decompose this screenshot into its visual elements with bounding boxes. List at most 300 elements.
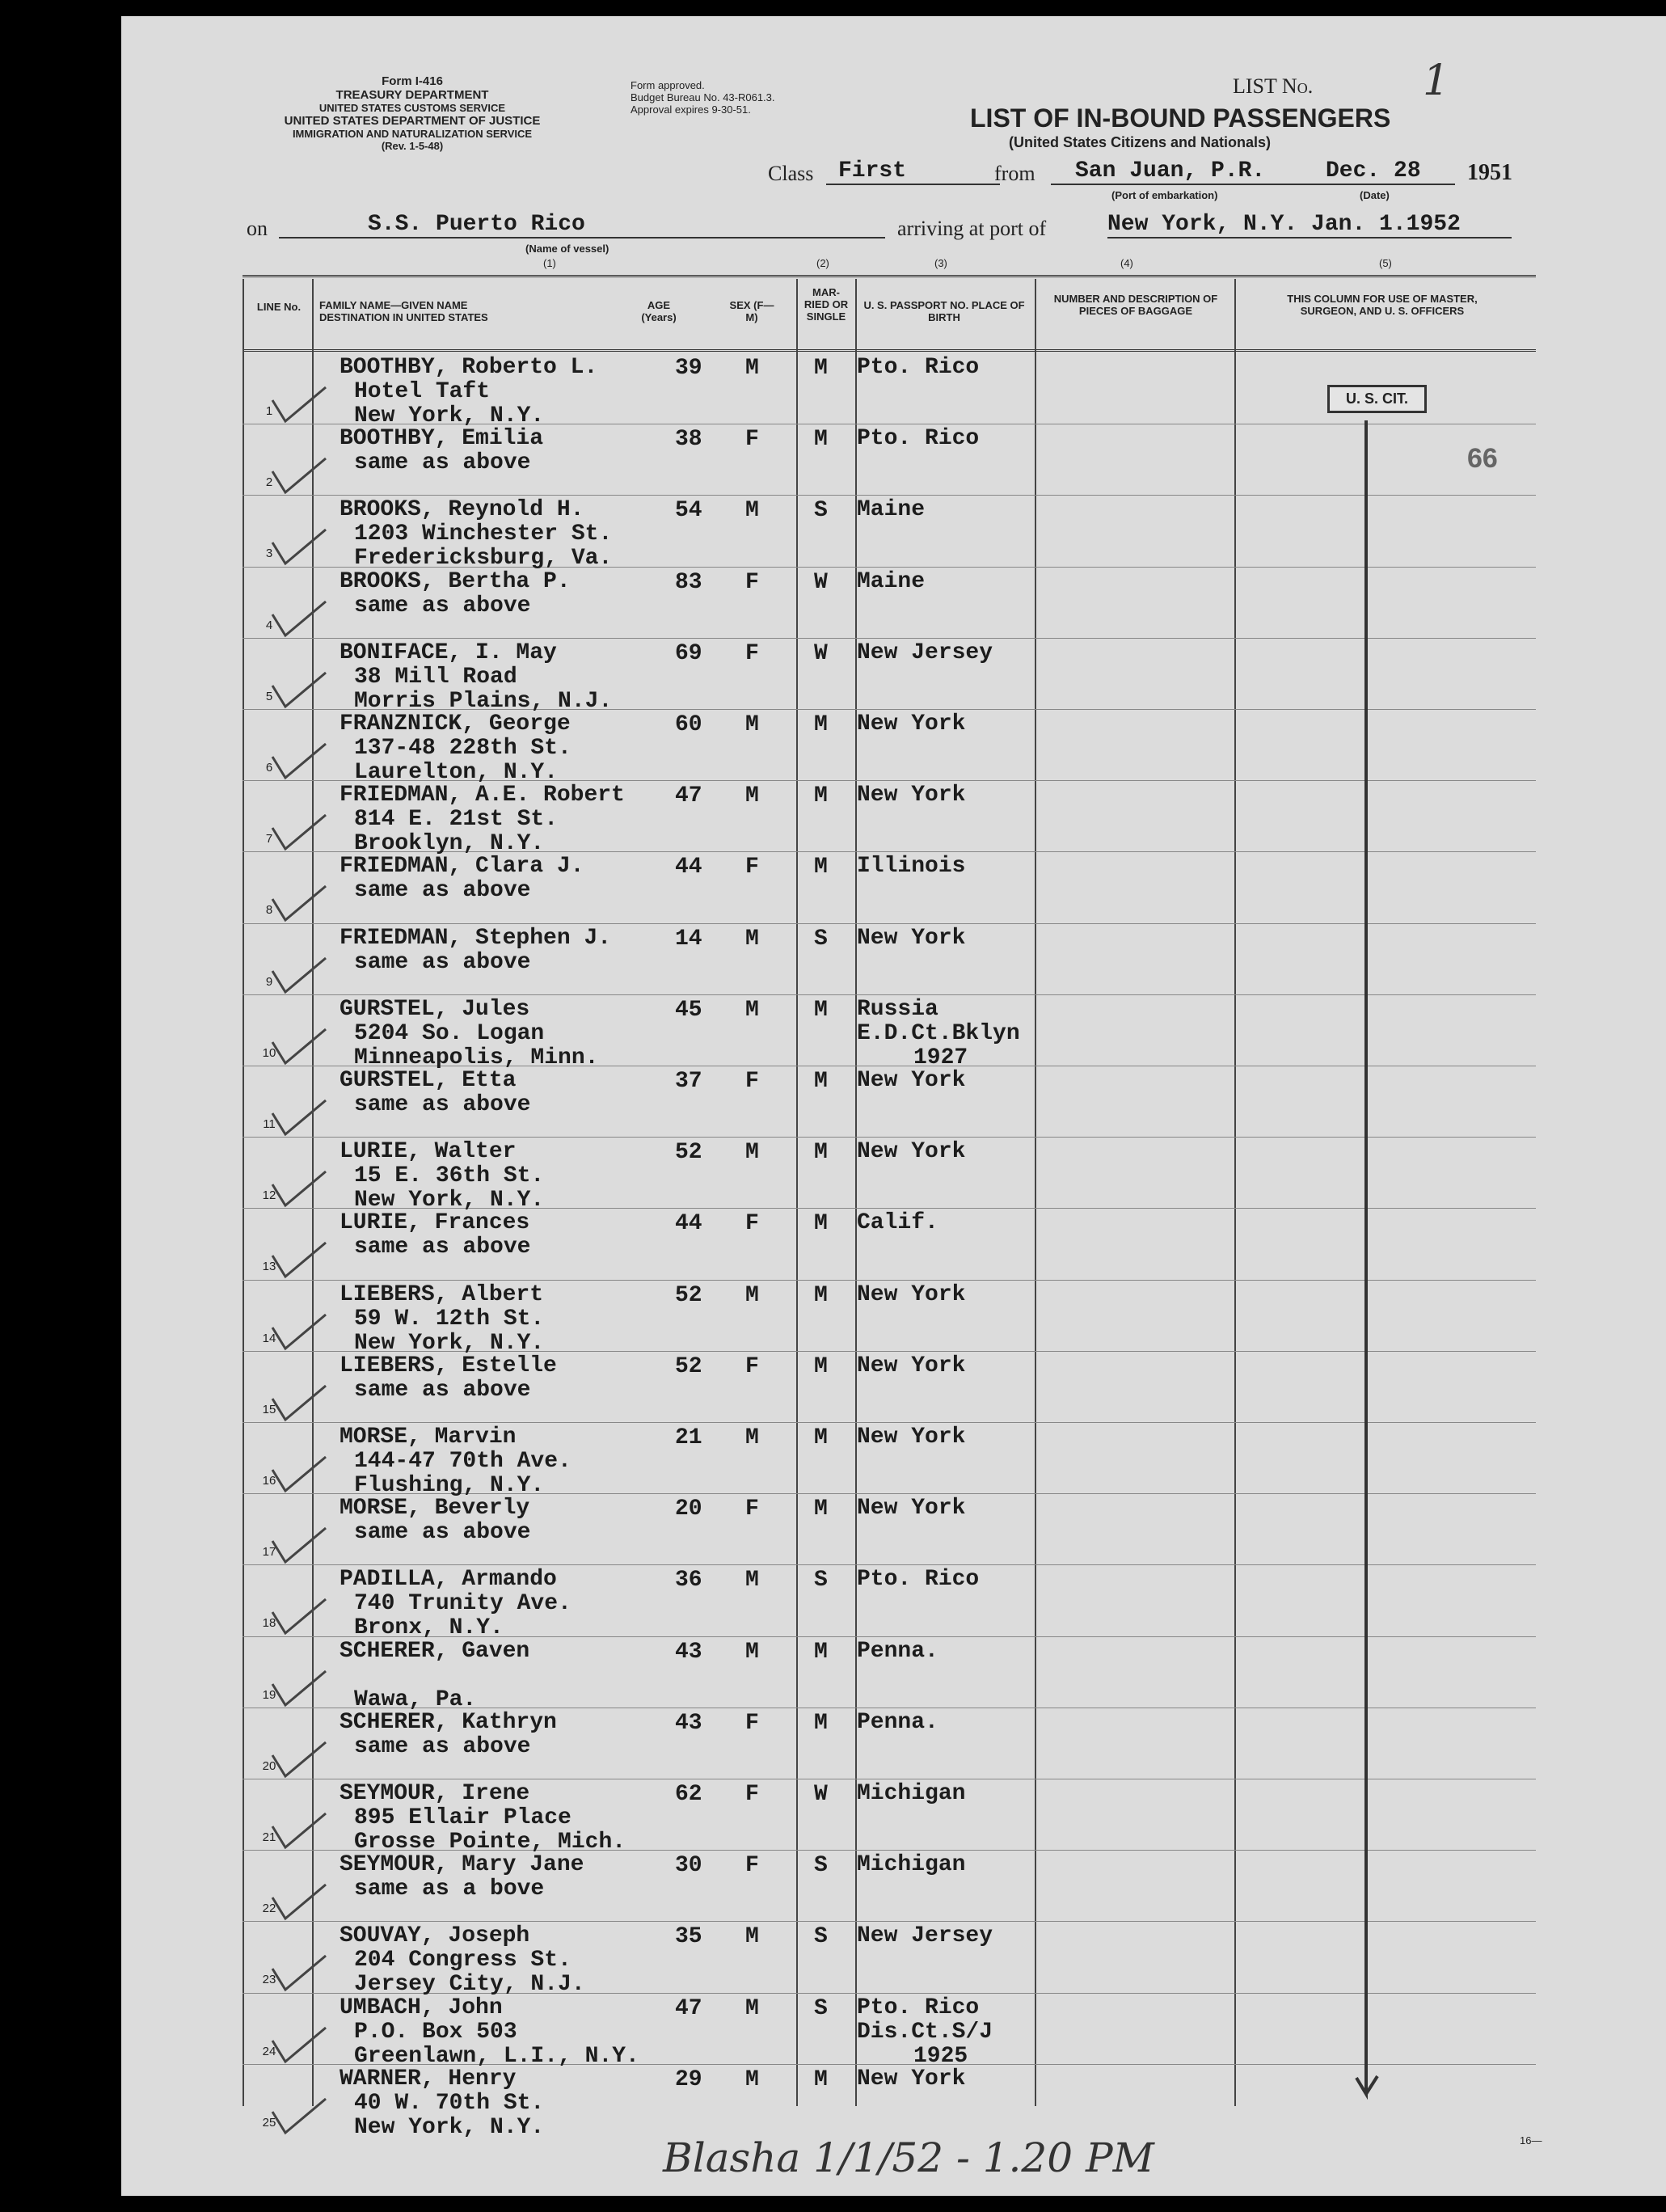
form-revision: (Rev. 1-5-48)	[381, 140, 444, 152]
hdr-age: AGE (Years)	[641, 299, 677, 323]
passenger-birthplace: New York	[857, 1139, 966, 1165]
passenger-birthplace-block	[857, 570, 925, 594]
passenger-destination: New York, N.Y.	[354, 2114, 545, 2140]
col-num-1: (1)	[543, 257, 556, 269]
passenger-destination: same as above	[354, 949, 531, 975]
passenger-birthplace-block	[857, 356, 979, 380]
passenger-birthplace-block	[857, 1354, 965, 1378]
passenger-name-block	[340, 2067, 544, 2140]
dept-justice: UNITED STATES DEPARTMENT OF JUSTICE	[284, 114, 541, 128]
passenger-birthplace-block	[857, 927, 965, 951]
passenger-birthplace: Dis.Ct.S/J	[857, 2019, 993, 2045]
passenger-marital-status: M	[814, 356, 828, 381]
hdr-officers: THIS COLUMN FOR USE OF MASTER, SURGEON, AND U. S. OFFICERS	[1287, 293, 1478, 317]
passenger-birthplace: Maine	[857, 497, 926, 523]
passenger-marital-status: M	[814, 1425, 828, 1450]
passenger-birthplace: New Jersey	[857, 1923, 993, 1949]
citizen-stamp: U. S. CIT.	[1327, 385, 1427, 413]
passenger-marital-status: M	[814, 1496, 828, 1522]
checkmark-icon	[271, 741, 327, 781]
passenger-birthplace-block	[857, 1853, 965, 1877]
passenger-age: 44	[675, 855, 702, 880]
dept-ins: IMMIGRATION AND NATURALIZATION SERVICE	[292, 128, 533, 140]
passenger-marital-status: S	[814, 1853, 828, 1879]
line-number: 16	[262, 1474, 276, 1488]
passenger-birthplace-block	[857, 2067, 965, 2092]
from-label: from	[994, 162, 1035, 185]
passenger-name: SOUVAY, Joseph	[340, 1923, 530, 1949]
line-number: 10	[262, 1045, 276, 1060]
passenger-name-block	[340, 855, 584, 903]
passenger-destination: same as above	[354, 1520, 531, 1546]
list-number-label: LIST No.	[1233, 74, 1314, 98]
line-number: 18	[262, 1616, 276, 1631]
passenger-name-block	[340, 998, 598, 1070]
passenger-name: FRIEDMAN, Stephen J.	[340, 925, 612, 951]
passenger-age: 39	[675, 356, 702, 381]
passenger-birthplace: Calif.	[857, 1210, 938, 1236]
passenger-age: 47	[675, 1995, 702, 2021]
hdr-sex: SEX (F—M)	[729, 299, 774, 323]
passenger-name: BOOTHBY, Roberto L.	[340, 355, 598, 380]
checkmark-icon	[271, 598, 327, 639]
passenger-birthplace: Penna.	[857, 1709, 938, 1735]
approval-line-3: Approval expires 9-30-51.	[631, 103, 751, 116]
passenger-name: GURSTEL, Etta	[340, 1068, 517, 1093]
passenger-sex: F	[745, 1211, 759, 1237]
vessel-caption: (Name of vessel)	[525, 243, 609, 255]
passenger-name-block	[340, 641, 612, 714]
line-number: 15	[262, 1402, 276, 1416]
passenger-destination: 144-47 70th Ave.	[354, 1449, 572, 1474]
passenger-birthplace: New Jersey	[857, 640, 993, 665]
passenger-birthplace-block	[857, 1568, 979, 1592]
passenger-marital-status: S	[814, 1924, 828, 1950]
passenger-marital-status: M	[814, 1282, 828, 1308]
passenger-marital-status: M	[814, 1710, 828, 1736]
passenger-marital-status: S	[814, 1568, 828, 1594]
line-number: 19	[262, 1687, 276, 1702]
passenger-marital-status: M	[814, 1140, 828, 1166]
line-number: 8	[265, 903, 273, 918]
checkmark-icon	[271, 812, 327, 852]
passenger-birthplace-block	[857, 1425, 965, 1450]
line-number: 14	[262, 1331, 276, 1345]
passenger-age: 43	[675, 1710, 702, 1736]
passenger-destination: Jersey City, N.J.	[354, 1972, 585, 1998]
passenger-destination: Laurelton, N.Y.	[354, 760, 559, 785]
hdr-passport: U. S. PASSPORT NO. PLACE OF BIRTH	[863, 299, 1025, 323]
passenger-age: 37	[675, 1069, 702, 1094]
passenger-age: 30	[675, 1853, 702, 1879]
passenger-marital-status: M	[814, 427, 828, 453]
passenger-sex: F	[745, 1782, 759, 1807]
passenger-destination: 15 E. 36th St.	[354, 1163, 545, 1189]
passenger-birthplace: Illinois	[857, 854, 966, 880]
passenger-age: 47	[675, 783, 702, 809]
passenger-destination: Grosse Pointe, Mich.	[354, 1830, 626, 1855]
passenger-destination: 204 Congress St.	[354, 1948, 572, 1973]
passenger-name: PADILLA, Armando	[340, 1567, 557, 1593]
passenger-age: 52	[675, 1140, 702, 1166]
passenger-sex: M	[745, 1140, 759, 1166]
checkmark-icon	[271, 1810, 327, 1851]
passenger-birthplace: New York	[857, 1068, 966, 1093]
passenger-birthplace: Michigan	[857, 1781, 966, 1806]
passenger-age: 21	[675, 1425, 702, 1450]
passenger-destination: 5204 So. Logan	[354, 1020, 545, 1046]
passenger-name: BROOKS, Reynold H.	[340, 497, 584, 523]
passenger-birthplace: New York	[857, 2066, 966, 2092]
passenger-birthplace-block	[857, 783, 965, 808]
passenger-destination: New York, N.Y.	[354, 1188, 545, 1214]
passenger-birthplace-block	[857, 1069, 965, 1093]
passenger-destination: New York, N.Y.	[354, 403, 545, 428]
checkmark-icon	[271, 1668, 327, 1708]
line-number: 9	[265, 974, 273, 989]
passenger-destination: same as above	[354, 1733, 531, 1759]
passenger-sex: F	[745, 1069, 759, 1094]
passenger-birthplace-block	[857, 641, 993, 665]
on-label: on	[247, 217, 268, 240]
passenger-sex: M	[745, 1425, 759, 1450]
date-caption: (Date)	[1360, 189, 1390, 201]
table-header-rule	[243, 349, 1536, 352]
passenger-name-block	[340, 927, 611, 975]
line-number: 6	[265, 761, 273, 775]
passenger-destination: Fredericksburg, Va.	[354, 546, 613, 572]
passenger-name-block	[340, 1924, 585, 1997]
list-number-value: 1	[1423, 57, 1450, 105]
dept-customs: UNITED STATES CUSTOMS SERVICE	[318, 102, 506, 114]
passenger-destination: same as a bove	[354, 1876, 545, 1902]
passenger-marital-status: M	[814, 1211, 828, 1237]
passenger-birthplace-block	[857, 1496, 965, 1521]
checkmark-icon	[271, 1382, 327, 1423]
passenger-name-block	[340, 1211, 530, 1260]
passenger-birthplace-block	[857, 998, 1020, 1070]
checkmark-icon	[271, 1881, 327, 1922]
passenger-sex: M	[745, 997, 759, 1023]
passenger-birthplace-block	[857, 1640, 938, 1664]
embark-date: Dec. 28	[1318, 158, 1455, 185]
passenger-sex: F	[745, 1710, 759, 1736]
passenger-name: FRIEDMAN, A.E. Robert	[340, 783, 625, 808]
line-number: 24	[262, 2044, 276, 2058]
passenger-age: 69	[675, 640, 702, 666]
passenger-age: 45	[675, 997, 702, 1023]
line-number: 12	[262, 1188, 276, 1203]
passenger-name-block	[340, 783, 625, 856]
passenger-destination: Hotel Taft	[354, 379, 491, 404]
passenger-birthplace: Pto. Rico	[857, 1567, 980, 1593]
passenger-birthplace-block	[857, 1996, 993, 2069]
page-title: LIST OF IN-BOUND PASSENGERS	[970, 103, 1391, 133]
passenger-age: 60	[675, 712, 702, 737]
approval-line-2: Budget Bureau No. 43-R061.3.	[631, 91, 775, 103]
passenger-destination: 895 Ellair Place	[354, 1805, 572, 1830]
passenger-birthplace: New York	[857, 1425, 966, 1450]
passenger-marital-status: W	[814, 569, 828, 595]
passenger-name: LIEBERS, Estelle	[340, 1353, 557, 1378]
checkmark-icon	[271, 2024, 327, 2065]
passenger-birthplace-block	[857, 1924, 993, 1948]
passenger-destination: 740 Trunity Ave.	[354, 1591, 572, 1617]
passenger-birthplace: Michigan	[857, 1852, 966, 1878]
line-number: 5	[265, 689, 273, 703]
passenger-name: LURIE, Frances	[340, 1210, 530, 1236]
passenger-birthplace-block	[857, 1140, 965, 1164]
passenger-destination: same as above	[354, 593, 531, 618]
col-num-2: (2)	[816, 257, 829, 269]
hdr-married: MAR-RIED OR SINGLE	[803, 286, 849, 323]
checkmark-icon	[271, 1026, 327, 1066]
passenger-birthplace: Pto. Rico	[857, 1995, 980, 2020]
passenger-sex: M	[745, 1282, 759, 1308]
passenger-name-block	[340, 1140, 544, 1213]
passenger-sex: M	[745, 498, 759, 524]
line-number: 25	[262, 2115, 276, 2130]
line-number: 21	[262, 1830, 276, 1844]
passenger-age: 36	[675, 1568, 702, 1594]
passenger-name-block	[340, 1782, 626, 1855]
line-number: 23	[262, 1973, 276, 1987]
passenger-name-block	[340, 356, 597, 428]
line-number: 2	[265, 475, 273, 490]
passenger-birthplace: New York	[857, 925, 966, 951]
passenger-name-block	[340, 427, 543, 475]
passenger-age: 43	[675, 1639, 702, 1665]
passenger-name-block	[340, 1568, 572, 1640]
passenger-name: SEYMOUR, Mary Jane	[340, 1852, 584, 1878]
passenger-birthplace: E.D.Ct.Bklyn	[857, 1020, 1020, 1046]
passenger-birthplace: Maine	[857, 568, 926, 594]
checkmark-icon	[271, 384, 327, 424]
checkmark-icon	[271, 1525, 327, 1565]
passenger-birthplace-block	[857, 712, 965, 737]
passenger-marital-status: M	[814, 783, 828, 809]
checkmark-icon	[271, 526, 327, 567]
footer-code: 16—	[1520, 2134, 1542, 2147]
passenger-name-block	[340, 1853, 584, 1902]
embark-port: San Juan, P.R.	[1051, 158, 1326, 185]
passenger-destination: 137-48 228th St.	[354, 736, 572, 761]
checkmark-icon	[271, 1239, 327, 1280]
passenger-name-block	[340, 1425, 572, 1498]
checkmark-icon	[271, 455, 327, 496]
checkmark-icon	[271, 2096, 327, 2136]
passenger-name: LIEBERS, Albert	[340, 1281, 544, 1307]
passenger-marital-status: S	[814, 1995, 828, 2021]
passenger-birthplace-block	[857, 855, 965, 879]
passenger-marital-status: M	[814, 1639, 828, 1665]
form-agency-block	[243, 74, 582, 152]
form-approval	[631, 79, 775, 116]
col-num-3: (3)	[934, 257, 947, 269]
passenger-age: 54	[675, 498, 702, 524]
passenger-sex: M	[745, 926, 759, 952]
checkmark-icon	[271, 1097, 327, 1138]
passenger-sex: F	[745, 569, 759, 595]
passenger-birthplace-block	[857, 1283, 965, 1307]
passenger-birthplace-block	[857, 1782, 965, 1806]
passenger-destination: 59 W. 12th St.	[354, 1306, 545, 1332]
passenger-birthplace: New York	[857, 711, 966, 737]
passenger-name-block	[340, 570, 571, 618]
footer-signature: Blasha 1/1/52 - 1.20 PM	[663, 2134, 1154, 2181]
passenger-destination: same as above	[354, 1235, 531, 1260]
passenger-sex: M	[745, 1995, 759, 2021]
passenger-destination: 40 W. 70th St.	[354, 2090, 545, 2116]
checkmark-icon	[271, 1739, 327, 1779]
officer-check-line	[1334, 404, 1398, 2126]
arriving-label: arriving at port of	[897, 217, 1047, 240]
passenger-birthplace: Pto. Rico	[857, 426, 980, 452]
table-top-rule	[243, 275, 1536, 277]
line-number: 1	[265, 404, 273, 418]
checkmark-icon	[271, 1596, 327, 1636]
passenger-birthplace: 1925	[913, 2043, 968, 2069]
checkmark-icon	[271, 1168, 327, 1209]
line-number: 13	[262, 1260, 276, 1274]
passenger-birthplace: New York	[857, 1353, 966, 1378]
passenger-marital-status: M	[814, 2066, 828, 2092]
dept-treasury: TREASURY DEPARTMENT	[335, 88, 489, 102]
form-number: Form I-416	[382, 74, 443, 88]
passenger-marital-status: M	[814, 855, 828, 880]
passenger-birthplace-block	[857, 1711, 938, 1735]
passenger-name-block	[340, 1069, 530, 1117]
approval-line-1: Form approved.	[631, 79, 705, 91]
line-number: 11	[263, 1117, 276, 1131]
col-num-5: (5)	[1379, 257, 1392, 269]
passenger-name-block	[340, 712, 572, 785]
passenger-name: MORSE, Marvin	[340, 1425, 517, 1450]
passenger-name-block	[340, 1496, 530, 1545]
passenger-birthplace: Pto. Rico	[857, 355, 980, 380]
passenger-name-block	[340, 498, 612, 571]
passenger-age: 35	[675, 1924, 702, 1950]
passenger-marital-status: M	[814, 712, 828, 737]
passenger-age: 20	[675, 1496, 702, 1522]
line-number: 22	[262, 1902, 276, 1916]
passenger-birthplace: New York	[857, 1496, 966, 1522]
passenger-destination: New York, N.Y.	[354, 1330, 545, 1356]
stamp-number: 66	[1467, 443, 1498, 474]
passenger-name: FRANZNICK, George	[340, 711, 571, 737]
passenger-destination: P.O. Box 503	[354, 2019, 517, 2045]
passenger-sex: F	[745, 1353, 759, 1379]
checkmark-icon	[271, 1311, 327, 1352]
passenger-sex: M	[745, 356, 759, 381]
passenger-name-block	[340, 1711, 557, 1759]
passenger-marital-status: M	[814, 1353, 828, 1379]
passenger-sex: F	[745, 1853, 759, 1879]
passenger-destination: same as above	[354, 1092, 531, 1117]
passenger-name: UMBACH, John	[340, 1995, 503, 2020]
passenger-name: BOOTHBY, Emilia	[340, 426, 544, 452]
passenger-marital-status: W	[814, 1782, 828, 1807]
passenger-name-block	[340, 1640, 529, 1712]
passenger-name: WARNER, Henry	[340, 2066, 517, 2092]
line-number: 17	[262, 1545, 276, 1560]
passenger-birthplace: Russia	[857, 996, 938, 1022]
passenger-marital-status: S	[814, 498, 828, 524]
passenger-name: BONIFACE, I. May	[340, 640, 557, 665]
passenger-birthplace: New York	[857, 1281, 966, 1307]
passenger-name: GURSTEL, Jules	[340, 996, 530, 1022]
passenger-destination: same as above	[354, 450, 531, 476]
passenger-age: 83	[675, 569, 702, 595]
hdr-line-no: LINE No.	[256, 301, 302, 313]
passenger-destination: Wawa, Pa.	[354, 1686, 477, 1712]
passenger-sex: F	[745, 855, 759, 880]
checkmark-icon	[271, 669, 327, 710]
passenger-age: 52	[675, 1282, 702, 1308]
line-number: 3	[265, 547, 273, 561]
passenger-destination: Flushing, N.Y.	[354, 1473, 545, 1498]
checkmark-icon	[271, 1952, 327, 1993]
passenger-destination: 814 E. 21st St.	[354, 807, 559, 833]
col-num-4: (4)	[1120, 257, 1133, 269]
passenger-name: SEYMOUR, Irene	[340, 1781, 530, 1806]
passenger-sex: M	[745, 1924, 759, 1950]
passenger-destination: Morris Plains, N.J.	[354, 688, 613, 714]
passenger-birthplace-block	[857, 427, 979, 451]
passenger-sex: M	[745, 2066, 759, 2092]
passenger-destination: Brooklyn, N.Y.	[354, 831, 545, 857]
passenger-name: SCHERER, Kathryn	[340, 1709, 557, 1735]
embark-year: 1951	[1467, 160, 1512, 185]
hdr-baggage: NUMBER AND DESCRIPTION OF PIECES OF BAGGAGE	[1053, 293, 1218, 317]
vessel-name: S.S. Puerto Rico	[279, 212, 885, 239]
passenger-name: MORSE, Beverly	[340, 1496, 530, 1522]
passenger-marital-status: W	[814, 640, 828, 666]
passenger-destination	[340, 1664, 529, 1688]
passenger-destination: 1203 Winchester St.	[354, 521, 613, 547]
hdr-name: FAMILY NAME—GIVEN NAME DESTINATION IN UNITED STATES	[319, 299, 488, 323]
passenger-birthplace: 1927	[913, 1045, 968, 1070]
passenger-birthplace: Penna.	[857, 1638, 938, 1664]
passenger-destination: Minneapolis, Minn.	[354, 1045, 599, 1070]
line-number: 4	[265, 618, 273, 632]
passenger-sex: F	[745, 1496, 759, 1522]
passenger-name-block	[340, 1283, 544, 1356]
passenger-destination: same as above	[354, 878, 531, 904]
class-value: First	[826, 158, 1000, 185]
passenger-age: 38	[675, 427, 702, 453]
passenger-name: BROOKS, Bertha P.	[340, 568, 571, 594]
passenger-destination: same as above	[354, 1377, 531, 1403]
page-subtitle: (United States Citizens and Nationals)	[1009, 134, 1272, 150]
passenger-name: SCHERER, Gaven	[340, 1638, 530, 1664]
passenger-sex: M	[745, 1568, 759, 1594]
passenger-age: 14	[675, 926, 702, 952]
passenger-birthplace: New York	[857, 783, 966, 808]
line-number: 20	[262, 1758, 276, 1773]
passenger-sex: F	[745, 640, 759, 666]
passenger-destination: 38 Mill Road	[354, 664, 517, 690]
line-number: 7	[265, 832, 273, 846]
checkmark-icon	[271, 955, 327, 995]
checkmark-icon	[271, 883, 327, 923]
passenger-age: 44	[675, 1211, 702, 1237]
arrival-port: New York, N.Y. Jan. 1.1952	[1107, 212, 1512, 239]
passenger-sex: M	[745, 1639, 759, 1665]
passenger-marital-status: S	[814, 926, 828, 952]
passenger-marital-status: M	[814, 1069, 828, 1094]
passenger-age: 52	[675, 1353, 702, 1379]
